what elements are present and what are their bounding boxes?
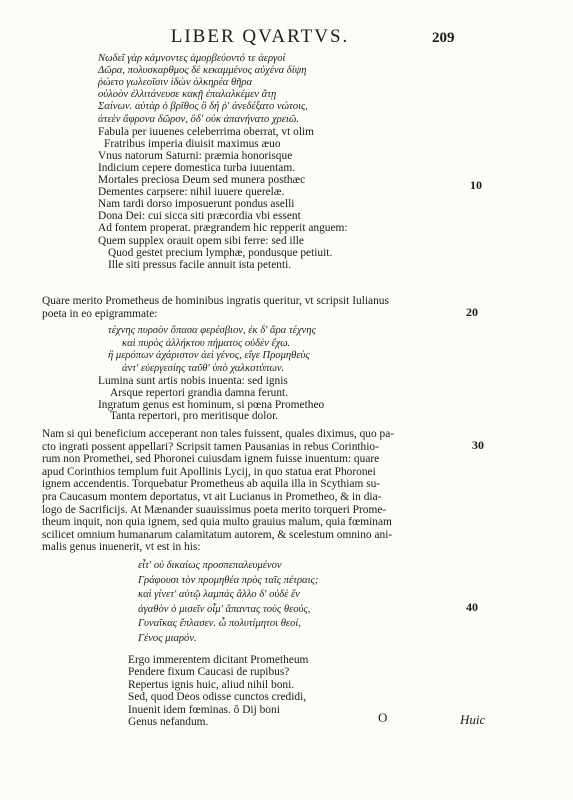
block3-line: Arsque repertori grandia damna ferunt. xyxy=(110,386,289,399)
block1-line: Δῶρα, πολυσκαρθμος δὲ κεκαμμένος αὐχένα δίψη xyxy=(98,65,307,77)
block1-line: Indicium cepere domestica turba iuuentam. xyxy=(98,161,296,174)
block1-line: Vnus natorum Saturni: præmia honorisque xyxy=(98,149,293,162)
block1-line: Quem supplex orauit opem sibi ferre: sed ille xyxy=(98,234,304,247)
prose2-line: scilicet omnium humanarum calamitatum autorem, & scelestum omnino ani- xyxy=(42,528,393,541)
block1-line: Mortales preciosa Deum sed munera posthæc xyxy=(98,174,306,186)
block1-line: Fratribus imperia diuisit maximus æuo xyxy=(104,137,281,150)
block2-line: ἢ μερόπων ἀχάριστον ἀεὶ γένος, εἴγε Προμηθεὺς xyxy=(108,350,310,362)
block4-line: ἀγαθὸν ὁ μισεῖν οἶμ' ἅπαντας τοὺς θεούς, xyxy=(138,603,311,615)
prose2-line: malis genus inuenerit, vt est in his: xyxy=(42,541,201,554)
block1-line: οὐλοὸν ἐλλιτάνευσε κακῇ ἐπαλαλκέμεν ἄτῃ xyxy=(98,89,277,101)
line-number-40: 40 xyxy=(466,600,478,614)
block1-line: Σαίνων. αὐτὰρ ὁ βρῖθος ὃ δή ῥ' ἀνεδέξατο νώτοις, xyxy=(98,101,308,113)
line-number-10: 10 xyxy=(470,178,482,192)
prose1-line: poeta in eo epigrammate: xyxy=(42,307,158,320)
block4-line: καὶ γίνετ' αὐτῷ λαμπάς ἄλλο δ' οὐδὲ ἕν xyxy=(138,589,300,601)
block1-line: Nam tardi dorso imposuerunt pondus aselli xyxy=(98,198,295,211)
block1-line: Fabula per iuuenes celeberrima oberrat, vt olim xyxy=(98,125,315,138)
block2-line: τέχνης πυρσὸν ὅπασα φερέσβιον, ἐκ δ' ἄρα τέχνης xyxy=(108,325,316,336)
line-number-30: 30 xyxy=(472,438,484,452)
block4-line: Γράφουσι τὸν προμηθέα πρὸς ταῖς πέτραις; xyxy=(138,574,319,586)
prose1-line: Quare merito Prometheus de hominibus ingratis queritur, vt scripsit Iulianus xyxy=(42,295,389,307)
block1-line: ῥώετο γωλεοῖσιν ἰδὼν ὀλκηρέα θῆρα xyxy=(98,77,253,89)
block4-line: Γυναῖκας ἔπλασεν. ὦ πολυτίμητοι θεοί, xyxy=(138,618,301,630)
prose2-line: cto ingrati possent appellari? Scripsit tamen Pausanias in rebus Corinthio- xyxy=(42,440,379,453)
prose2-line: logo de Sacrificijs. At Mænander suauissimus poeta merito torqueri Prome- xyxy=(42,503,387,516)
prose2-line: pra Caucasum montem deportatus, vt ait Lucianus in Prometheo, & in dia- xyxy=(42,491,382,503)
block1-line: Dementes carpsere: nihil iuuere querelæ. xyxy=(98,186,285,199)
block5-line: Genus nefandum. xyxy=(128,716,209,728)
prose2-line: ignem accendentis. Torquebatur Prometheus ab aquila illa in Scythiam su- xyxy=(42,478,381,491)
block1-line: Dona Dei: cui sicca siti præcordia vbi essent xyxy=(98,210,301,223)
block4-line: εἶτ' οὐ δικαίως προσπεπαλευμένον xyxy=(138,560,282,571)
signature-mark: O xyxy=(378,710,388,725)
block5-line: Sed, quod Deos odisse cunctos credidi, xyxy=(128,691,307,704)
block3-line: Lumina sunt artis nobis inuenta: sed ignis xyxy=(98,375,288,387)
catchword: Huic xyxy=(460,712,486,727)
block1-line: Ille siti pressus facile annuit ista petenti. xyxy=(108,258,292,271)
block2-line: ἀντ' εὐεργεσίης ταῦθ' ὑπὸ χαλκοτύπων. xyxy=(122,362,285,374)
block5-line: Repertus ignis huic, aliud nihil boni. xyxy=(128,678,295,691)
block4-line: Γένος μιαρόν. xyxy=(138,633,197,644)
prose2-line: theum inquit, non quia ignem, sed quia multo grauius malum, quia fœminam xyxy=(42,516,392,529)
running-head: LIBER QVARTVS. xyxy=(170,26,350,47)
block1-line: Ad fontem properat. prægrandem hic repperit anguem: xyxy=(98,222,348,235)
block1-line: Νωδεῖ γὰρ κάμνοντες ἀμορβεύοντό τε ἀεργοί xyxy=(98,53,286,64)
block3-line: Ingratum genus est hominum, si pœna Prometheo xyxy=(98,398,325,411)
prose2-line: Nam si qui beneficium acceperant non tales fuissent, quales diximus, quo pa- xyxy=(42,428,395,440)
prose2-line: rum non Promethei, sed Phoronei cuiusdam ignem fuisse inuentum: quare xyxy=(42,453,380,466)
block5-line: Pendere fixum Caucasi de rupibus? xyxy=(128,666,290,679)
page-number: 209 xyxy=(432,30,455,46)
block5-line: Inuenit idem fœminas. ô Dij boni xyxy=(128,703,280,716)
block3-line: Tanta repertori, pro meritisque dolor. xyxy=(110,410,279,423)
block5-line: Ergo immerentem dicitant Prometheum xyxy=(128,654,309,666)
block1-line: ἀτεὲν ἄφρονα δῶρον, ὃδ' οὐκ ἀπανήνατο χρειῶ. xyxy=(98,113,299,125)
prose2-line: apud Corinthios templum fuit Apollinis Lycij, in quo statua erat Phoronei xyxy=(42,465,376,478)
block2-line: καὶ πυρὸς ἀλλήκτου πήματος οὐδὲν ἔχω. xyxy=(122,337,291,349)
line-number-20: 20 xyxy=(466,305,478,319)
block1-line: Quod gestet precium lymphæ, pondusque petiuit. xyxy=(108,246,333,259)
